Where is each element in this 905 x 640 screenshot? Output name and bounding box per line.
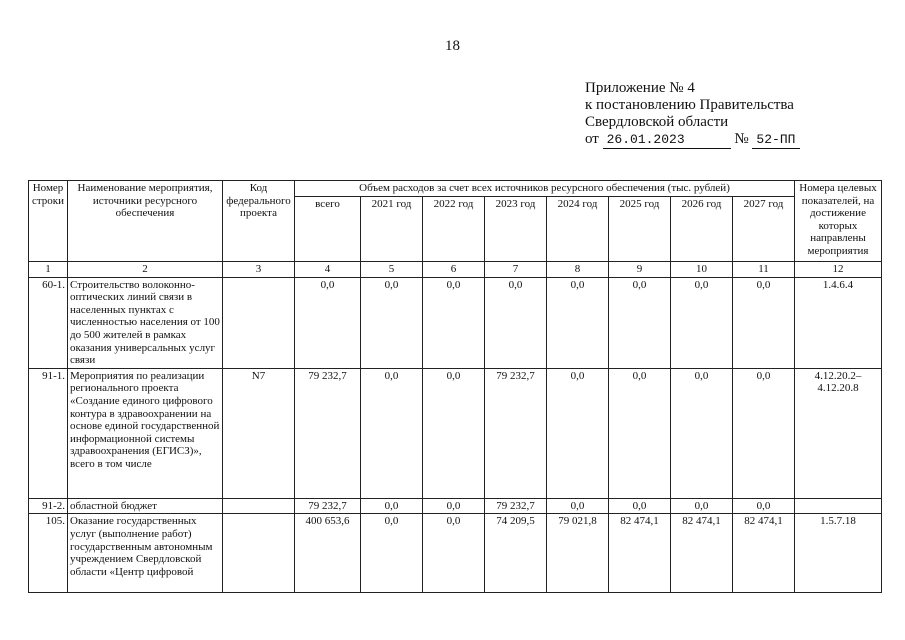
row-number: 91-2.	[29, 498, 68, 514]
col-num: 8	[547, 262, 609, 278]
row-2022: 0,0	[423, 368, 485, 498]
row-2026: 82 474,1	[671, 514, 733, 593]
row-fed-code	[223, 498, 295, 514]
header-total: всего	[295, 197, 361, 262]
col-num: 4	[295, 262, 361, 278]
table-row	[29, 498, 882, 514]
row-total: 0,0	[295, 277, 361, 368]
row-total: 79 232,7	[295, 368, 361, 498]
row-2023: 74 209,5	[485, 514, 547, 593]
row-total: 400 653,6	[295, 514, 361, 593]
col-num: 5	[361, 262, 423, 278]
header-2021: 2021 год	[361, 197, 423, 262]
row-2024: 0,0	[547, 368, 609, 498]
row-targets: 1.4.6.4	[795, 277, 882, 368]
row-2027: 0,0	[733, 277, 795, 368]
appendix-date-line	[585, 131, 800, 149]
number-label: №	[734, 131, 749, 147]
row-2027: 0,0	[733, 498, 795, 514]
row-2022: 0,0	[423, 498, 485, 514]
col-num: 11	[733, 262, 795, 278]
appendix-region: Свердловской области	[585, 114, 729, 130]
row-2024: 79 021,8	[547, 514, 609, 593]
row-2023: 0,0	[485, 277, 547, 368]
col-num: 10	[671, 262, 733, 278]
header-targets: Номера целевых показателей, на достижение которых направлены мероприятия	[795, 181, 882, 262]
row-2024: 0,0	[547, 277, 609, 368]
resolution-date: 26.01.2023	[603, 131, 731, 149]
row-targets	[795, 498, 882, 514]
col-num: 6	[423, 262, 485, 278]
row-2027: 82 474,1	[733, 514, 795, 593]
row-2021: 0,0	[361, 368, 423, 498]
row-2025: 82 474,1	[609, 514, 671, 593]
col-num: 12	[795, 262, 882, 278]
row-2021: 0,0	[361, 498, 423, 514]
header-2025: 2025 год	[609, 197, 671, 262]
header-row-1	[29, 181, 882, 197]
col-num: 7	[485, 262, 547, 278]
col-num: 1	[29, 262, 68, 278]
row-2024: 0,0	[547, 498, 609, 514]
row-fed-code	[223, 514, 295, 593]
page-number: 18	[445, 38, 460, 54]
resolution-number: 52-ПП	[752, 131, 800, 149]
expenditure-table	[28, 180, 882, 593]
header-2022: 2022 год	[423, 197, 485, 262]
appendix-resolution: к постановлению Правительства	[585, 97, 794, 113]
row-name: Строительство волоконно-оптических линий связи в населенных пунктах с численностью населения от 100 до 500 жителей в рамках оказания универсальных услуг связи	[68, 277, 223, 368]
row-2027: 0,0	[733, 368, 795, 498]
header-row-number: Номер строки	[29, 181, 68, 262]
row-name: Оказание государственных услуг (выполнение работ) государственным автономным учреждением Свердловской области «Центр цифровой	[68, 514, 223, 593]
row-total: 79 232,7	[295, 498, 361, 514]
table-row	[29, 277, 882, 368]
row-2023: 79 232,7	[485, 498, 547, 514]
col-num: 9	[609, 262, 671, 278]
row-2026: 0,0	[671, 368, 733, 498]
row-2021: 0,0	[361, 277, 423, 368]
row-number: 91-1.	[29, 368, 68, 498]
appendix-title: Приложение № 4	[585, 80, 695, 96]
row-targets: 4.12.20.2–4.12.20.8	[795, 368, 882, 498]
row-2023: 79 232,7	[485, 368, 547, 498]
col-num: 3	[223, 262, 295, 278]
header-name: Наименование мероприятия, источники ресурсного обеспечения	[68, 181, 223, 262]
column-number-row	[29, 262, 882, 278]
row-name: Мероприятия по реализации регионального проекта «Создание единого цифрового контура в здравоохранении на основе единой государственной информационной системы здравоохранения (ЕГИСЗ)», всего в том числе	[68, 368, 223, 498]
row-number: 105.	[29, 514, 68, 593]
row-2022: 0,0	[423, 514, 485, 593]
row-2026: 0,0	[671, 498, 733, 514]
row-2025: 0,0	[609, 498, 671, 514]
header-2024: 2024 год	[547, 197, 609, 262]
table-row	[29, 514, 882, 593]
header-2027: 2027 год	[733, 197, 795, 262]
table-row	[29, 368, 882, 498]
header-fed-code: Код федерального проекта	[223, 181, 295, 262]
row-2025: 0,0	[609, 368, 671, 498]
row-fed-code	[223, 277, 295, 368]
header-2023: 2023 год	[485, 197, 547, 262]
row-2026: 0,0	[671, 277, 733, 368]
appendix-header	[585, 80, 800, 149]
col-num: 2	[68, 262, 223, 278]
header-volume: Объем расходов за счет всех источников ресурсного обеспечения (тыс. рублей)	[295, 181, 795, 197]
row-targets: 1.5.7.18	[795, 514, 882, 593]
header-2026: 2026 год	[671, 197, 733, 262]
row-number: 60-1.	[29, 277, 68, 368]
from-label: от	[585, 131, 599, 147]
row-fed-code: N7	[223, 368, 295, 498]
row-2021: 0,0	[361, 514, 423, 593]
row-2022: 0,0	[423, 277, 485, 368]
row-2025: 0,0	[609, 277, 671, 368]
row-name: областной бюджет	[68, 498, 223, 514]
